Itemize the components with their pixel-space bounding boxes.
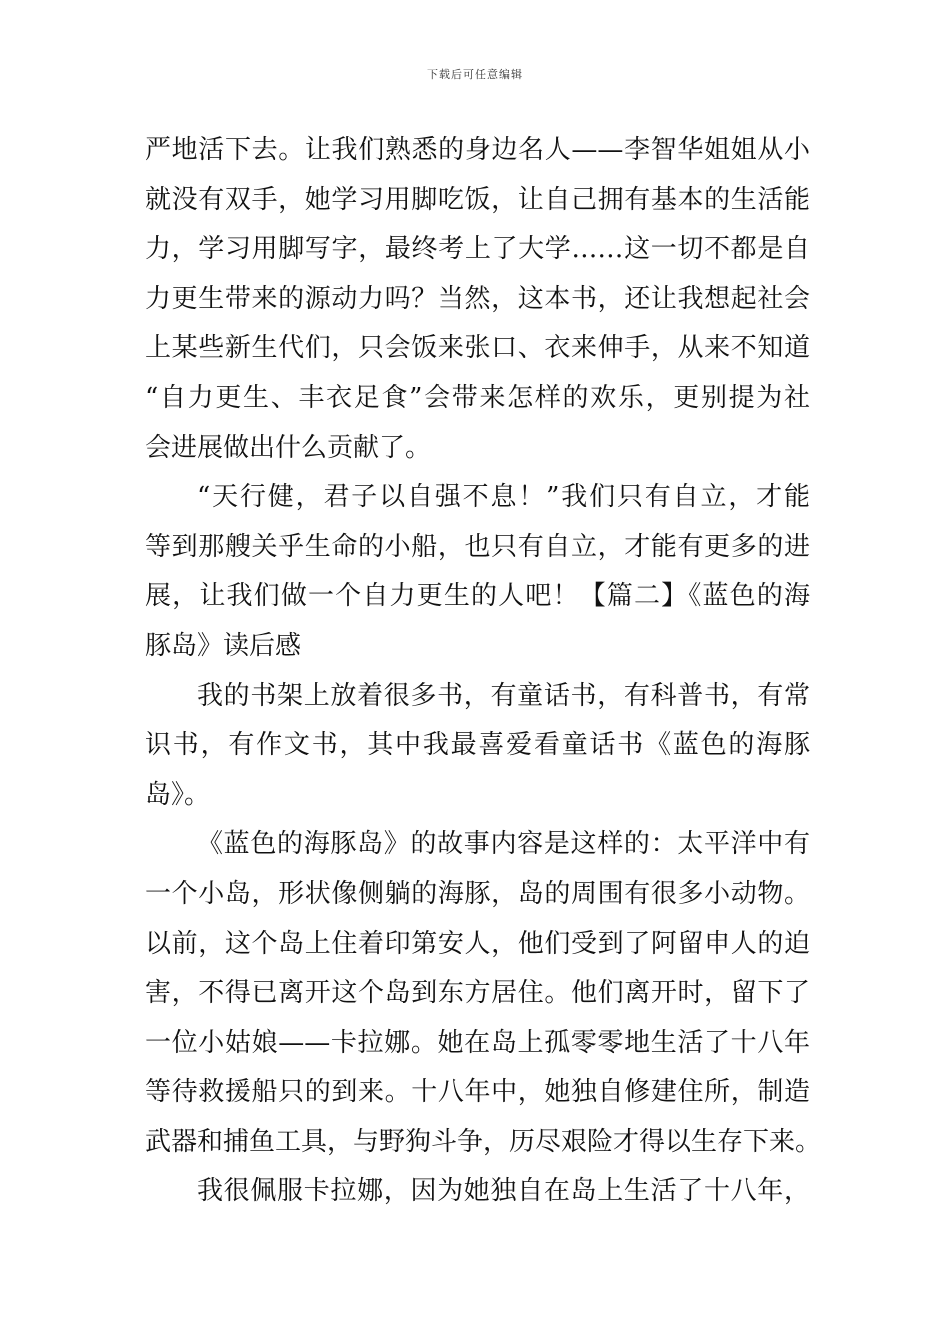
text-line: 等待救援船只的到来。十八年中，她独自修建住所，制造 — [145, 1077, 810, 1108]
text-line: 害，不得已离开这个岛到东方居住。他们离开时，留下了 — [145, 978, 810, 1009]
text-line: 我的书架上放着很多书，有童话书，有科普书，有常 — [197, 680, 810, 711]
header-note: 下载后可任意编辑 — [427, 68, 523, 81]
text-line: 识书，有作文书，其中我最喜爱看童话书《蓝色的海豚 — [145, 730, 810, 761]
text-line: 严地活下去。让我们熟悉的身边名人——李智华姐姐从小 — [145, 135, 810, 165]
text-line: 一个小岛，形状像侧躺的海豚，岛的周围有很多小动物。 — [145, 878, 810, 909]
text-line: 我很佩服卡拉娜，因为她独自在岛上生活了十八年， — [197, 1176, 810, 1207]
text-line: 《蓝色的海豚岛》的故事内容是这样的：太平洋中有 — [197, 829, 810, 860]
text-line: 一位小姑娘——卡拉娜。她在岛上孤零零地生活了十八年 — [145, 1027, 810, 1058]
text-line: “天行健，君子以自强不息！”我们只有自立，才能 — [197, 482, 810, 513]
text-line: 力更生带来的源动力吗？当然，这本书，还让我想起社会 — [145, 283, 810, 314]
text-line: 展，让我们做一个自力更生的人吧！【篇二】《蓝色的海 — [145, 581, 810, 612]
text-line: 就没有双手，她学习用脚吃饭，让自己拥有基本的生活能 — [145, 184, 810, 215]
text-line: 会进展做出什么贡献了。 — [145, 432, 432, 463]
text-line: 武器和捕鱼工具，与野狗斗争，历尽艰险才得以生存下来。 — [145, 1126, 822, 1157]
text-line: 岛》。 — [145, 779, 211, 810]
text-line: “自力更生、丰衣足食”会带来怎样的欢乐，更别提为社 — [145, 382, 810, 413]
text-line: 等到那艘关乎生命的小船，也只有自立，才能有更多的进 — [145, 531, 810, 562]
text-line: 豚岛》读后感 — [145, 630, 302, 661]
body-text — [145, 126, 822, 1217]
text-line: 力，学习用脚写字，最终考上了大学……这一切不都是自 — [145, 234, 810, 265]
text-line: 上某些新生代们，只会饭来张口、衣来伸手，从来不知道 — [145, 333, 810, 364]
text-line: 以前，这个岛上住着印第安人，他们受到了阿留申人的迫 — [145, 928, 810, 959]
